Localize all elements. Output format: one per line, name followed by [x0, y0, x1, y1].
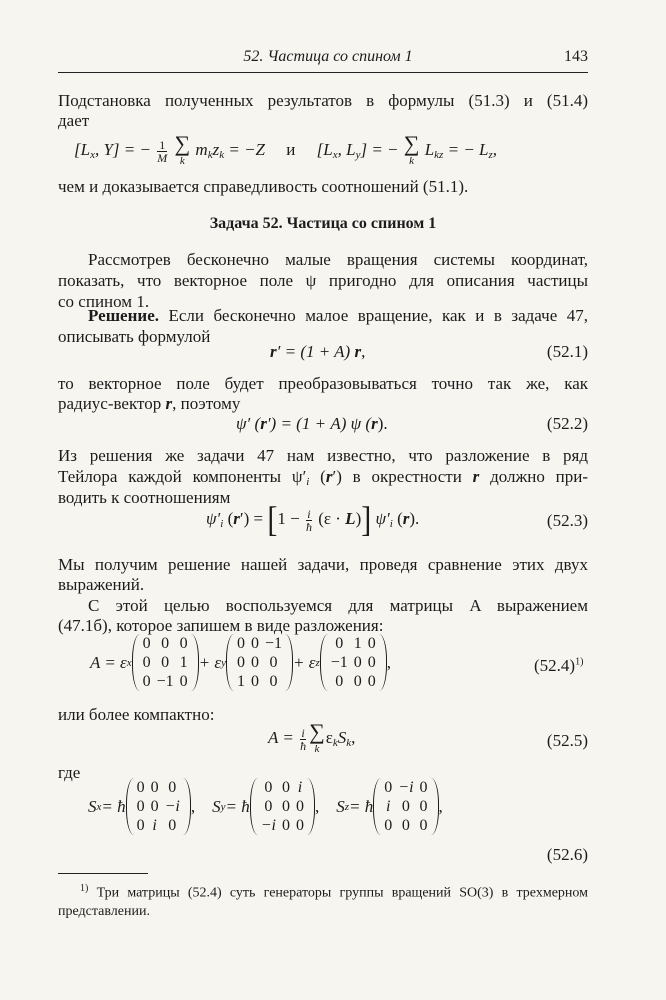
matrix-cell: −i	[164, 798, 180, 815]
matrix-cell: 0	[236, 654, 245, 671]
matrix-z	[320, 634, 387, 691]
sum-symbol: ∑ k	[309, 719, 325, 755]
paragraph-line: Тейлора каждой компоненты $\psi'_i$ (r′) в окрестности r должно при-	[58, 467, 588, 488]
matrix-cell: −1	[156, 673, 174, 690]
sum-symbol: ∑ k	[403, 131, 420, 167]
footnote-mark: 1)	[80, 883, 89, 894]
equation-52-3: $\psi'_i$ (r′) = [1 − $\frac{i}{ħ}$ (ε · L)] $\psi'_i$ (r).	[206, 499, 420, 540]
paragraph-line: то векторное поле будет преобразовываться точно так же, как	[58, 374, 588, 393]
paragraph-line: выражений.	[58, 575, 145, 594]
equation-number: (52.5)	[546, 731, 588, 750]
matrix-cell: 0	[269, 654, 278, 671]
paragraph-line: где	[58, 763, 81, 782]
matrix-cell: 0	[419, 798, 428, 815]
matrix-cell: 0	[236, 635, 245, 652]
matrix-cell: 0	[335, 673, 344, 690]
matrix-cell: 1	[179, 654, 188, 671]
paragraph-line: Мы получим решение нашей задачи, проведя сравнение этих двух	[58, 555, 588, 574]
paragraph-line: водить к соотношениям	[58, 488, 231, 507]
matrix-cell: 0	[179, 673, 188, 690]
matrix-cell: 0	[142, 654, 151, 671]
fraction: $\frac{1}{M}$	[157, 137, 168, 165]
matrix-cell: i	[297, 779, 303, 796]
footnote-ref: 1)	[575, 656, 584, 668]
paragraph-line: показать, что векторное поле ψ пригодно для описания частицы	[58, 271, 588, 290]
equation-52-2: ψ′ (r′) = (1 + A) ψ (r).	[236, 414, 388, 433]
paragraph-line: радиус-вектор r, поэтому	[58, 394, 241, 413]
matrix-cell: 0	[296, 817, 304, 834]
equation-number: $(52.4)^{1)}$	[534, 656, 584, 675]
matrix-cell: −i	[260, 817, 276, 834]
matrix-cell: 0	[264, 779, 273, 796]
fraction: $\frac{i}{ħ}$	[305, 506, 312, 534]
matrix-cell: 0	[136, 817, 145, 834]
matrix-cell: 0	[250, 635, 259, 652]
matrix-cell: 0	[150, 798, 159, 815]
matrix-cell: 0	[401, 817, 410, 834]
page-number: 143	[564, 48, 588, 65]
matrix-cell: 0	[142, 635, 151, 652]
equation-number: (52.1)	[546, 342, 588, 361]
paragraph-line: Подстановка полученных результатов в формулы (51.3) и (51.4)	[58, 91, 588, 110]
equation-commutators: [$L_x$, Y] = − $\frac{1}{M}$ ∑ k $m_kz_k = -Z$ и [$L_x$, $L_y$] = − ∑ k $L_{kz}$ = − $L_z$,	[74, 131, 498, 167]
matrix-y	[226, 634, 293, 691]
equation-number: (52.3)	[546, 511, 588, 530]
eq-text: [L	[74, 139, 91, 159]
paragraph-line: со спином 1.	[58, 292, 150, 311]
matrix-cell: 0	[269, 673, 278, 690]
matrix-cell: 0	[282, 779, 290, 796]
problem-heading: Задача 52. Частица со спином 1	[209, 215, 437, 232]
matrix-cell: 0	[367, 635, 376, 652]
running-header-title: 52. Частица со спином 1	[243, 48, 413, 65]
matrix-cell: 0	[168, 817, 177, 834]
right-bracket: ]	[361, 499, 372, 540]
paragraph-line: Решение. Если бесконечно малое вращение, как и в задаче 47,	[88, 306, 588, 325]
matrix-cell: 0	[419, 817, 428, 834]
matrix-cell: 0	[296, 798, 304, 815]
matrix-sz	[373, 778, 438, 835]
header-rule	[58, 72, 588, 73]
paragraph-line: дает	[58, 111, 90, 130]
matrix-sy	[250, 778, 315, 835]
matrix-cell: 0	[179, 635, 188, 652]
matrix-cell: 0	[250, 673, 259, 690]
equation-52-5: A = $\frac{i}{ħ}$ ∑ k $\varepsilon_kS_k$,	[268, 719, 356, 755]
matrix-cell: −1	[264, 635, 283, 652]
matrix-cell: 0	[419, 779, 428, 796]
matrix-cell: 0	[282, 817, 290, 834]
paragraph-line: Рассмотрев бесконечно малые вращения системы координат,	[88, 250, 588, 269]
matrix-cell: 0	[136, 779, 145, 796]
matrix-cell: 0	[384, 779, 393, 796]
equation-number: (52.2)	[546, 414, 588, 433]
paragraph-line: Из решения же задачи 47 нам известно, что разложение в ряд	[58, 446, 588, 465]
matrix-cell: 0	[250, 654, 259, 671]
matrix-cell: 0	[353, 654, 362, 671]
matrix-cell: 1	[236, 673, 245, 690]
matrix-cell: 0	[150, 779, 159, 796]
matrix-cell: −1	[330, 654, 348, 671]
matrix-cell: 0	[142, 673, 151, 690]
matrix-cell: 0	[264, 798, 273, 815]
equation-52-4: A = ε x 0 0 0 0 0 1 0 −1 0 + ε y 0 0 −1 0 0 0 1 0 0 + ε z 0 1 0 −1 0 0 0 0 0 ,	[90, 635, 391, 690]
matrix-x	[132, 634, 199, 691]
matrix-cell: 0	[367, 673, 376, 690]
matrix-cell: 1	[353, 635, 362, 652]
matrix-cell: 0	[168, 779, 177, 796]
paragraph-line: (47.1б), которое запишем в виде разложения:	[58, 616, 384, 635]
paragraph-line: или более компактно:	[58, 705, 215, 724]
footnote-rule	[58, 873, 148, 874]
matrix-cell: −i	[398, 779, 414, 796]
matrix-cell: 0	[384, 817, 393, 834]
equation-52-1: r′ = (1 + A) r,	[270, 342, 366, 361]
eq-conjunction: и	[286, 139, 296, 159]
equation-52-6: S x = ħ 0 0 0 0 0 −i 0 i 0 , S y = ħ 0 0 i 0 0 0 −i 0 0 , S z = ħ 0 −i 0 i 0 0 0 0 0 ,	[88, 779, 443, 834]
matrix-cell: 0	[161, 635, 170, 652]
solution-label: Решение.	[88, 306, 159, 325]
matrix-cell: 0	[136, 798, 145, 815]
matrix-cell: 0	[401, 798, 410, 815]
equation-number: (52.6)	[546, 845, 588, 864]
fraction: $\frac{i}{ħ}$	[300, 725, 307, 753]
sum-symbol: ∑ k	[174, 131, 191, 167]
matrix-cell: 0	[161, 654, 170, 671]
matrix-cell: 0	[353, 673, 362, 690]
matrix-cell: i	[386, 798, 391, 815]
paragraph-line: описывать формулой	[58, 327, 211, 346]
paragraph-line: С этой целью воспользуемся для матрицы A выражением	[88, 596, 588, 615]
matrix-cell: 0	[282, 798, 290, 815]
paragraph-line: чем и доказывается справедливость соотношений (51.1).	[58, 177, 469, 196]
matrix-cell: i	[152, 817, 157, 834]
footnote: $^{1)}$ Три матрицы (52.4) суть генераторы группы вращений SO(3) в трехмерном представлении.	[58, 883, 588, 919]
left-bracket: [	[267, 499, 278, 540]
matrix-cell: 0	[335, 635, 344, 652]
matrix-cell: 0	[367, 654, 376, 671]
matrix-sx	[126, 778, 191, 835]
